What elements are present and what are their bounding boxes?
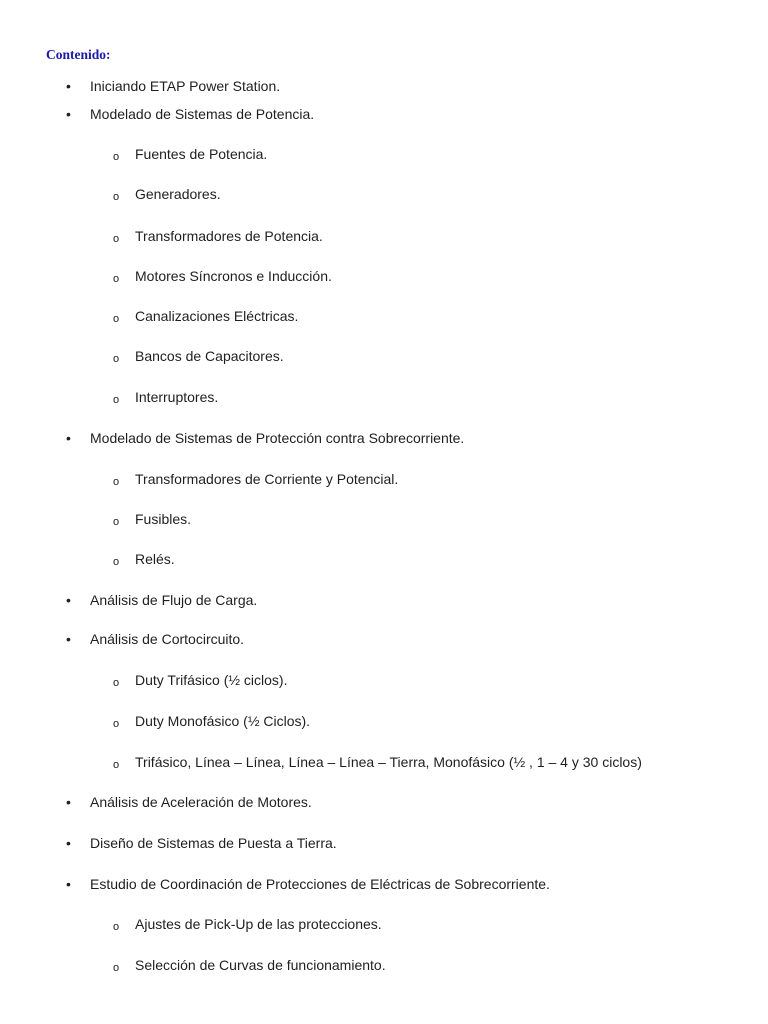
list-item-text: Generadores. (135, 186, 221, 202)
sub-list-item (113, 712, 310, 730)
sub-list-item (113, 550, 175, 568)
list-item (66, 630, 244, 648)
circle-bullet-icon (113, 230, 135, 248)
list-item (66, 105, 314, 123)
list-item (66, 77, 280, 95)
sub-list-item (113, 470, 398, 488)
circle-bullet-icon (113, 959, 135, 977)
circle-bullet-icon (113, 148, 135, 166)
sub-list-item (113, 267, 332, 285)
list-item-text: Duty Trifásico (½ ciclos). (135, 672, 288, 688)
sub-list-item (113, 753, 642, 771)
list-item-text: Motores Síncronos e Inducción. (135, 268, 332, 284)
circle-bullet-icon (113, 188, 135, 206)
circle-bullet-icon (113, 473, 135, 491)
list-item-text: Canalizaciones Eléctricas. (135, 308, 299, 324)
contents-heading: Contenido: (46, 47, 111, 62)
list-item-text: Análisis de Cortocircuito. (90, 631, 245, 647)
sub-list-item (113, 307, 298, 325)
circle-bullet-icon (113, 918, 135, 936)
list-item-text: Ajustes de Pick-Up de las protecciones. (135, 916, 382, 932)
circle-bullet-icon (113, 756, 135, 774)
sub-list-item (113, 671, 287, 689)
circle-bullet-icon (113, 350, 135, 368)
list-item (66, 591, 257, 609)
list-item-text: Relés. (135, 551, 175, 567)
list-item-text: Diseño de Sistemas de Puesta a Tierra. (90, 835, 337, 851)
list-item-text: Fusibles. (135, 511, 192, 527)
circle-bullet-icon (113, 270, 135, 288)
sub-list-item (113, 956, 386, 974)
list-item-text: Selección de Curvas de funcionamiento. (135, 957, 386, 973)
list-item-text: Modelado de Sistemas de Potencia. (90, 106, 315, 122)
sub-list-item (113, 347, 284, 365)
sub-list-item (113, 388, 218, 406)
list-item (66, 834, 337, 852)
bullet-icon (66, 429, 90, 447)
list-item-text: Duty Monofásico (½ Ciclos). (135, 713, 311, 729)
bullet-icon (66, 875, 90, 893)
list-item-text: Fuentes de Potencia. (135, 146, 268, 162)
list-item (66, 429, 464, 447)
list-item-text: Trifásico, Línea – Línea, Línea – Línea – Tierra, Monofásico (½ , 1 – 4 y 30 ciclos) (135, 754, 642, 770)
list-item (66, 875, 550, 893)
list-item (66, 793, 312, 811)
list-item-text: Interruptores. (135, 389, 219, 405)
list-item-text: Bancos de Capacitores. (135, 348, 284, 364)
list-item-text: Transformadores de Corriente y Potencial. (135, 471, 399, 487)
bullet-icon (66, 793, 90, 811)
circle-bullet-icon (113, 553, 135, 571)
circle-bullet-icon (113, 513, 135, 531)
sub-list-item (113, 185, 221, 203)
list-item-text: Modelado de Sistemas de Protección contra Sobrecorriente. (90, 430, 465, 446)
circle-bullet-icon (113, 310, 135, 328)
list-item-text: Transformadores de Potencia. (135, 228, 323, 244)
bullet-icon (66, 77, 90, 95)
circle-bullet-icon (113, 715, 135, 733)
circle-bullet-icon (113, 391, 135, 409)
sub-list-item (113, 145, 267, 163)
list-item-text: Análisis de Aceleración de Motores. (90, 794, 312, 810)
bullet-icon (66, 591, 90, 609)
sub-list-item (113, 915, 382, 933)
sub-list-item (113, 510, 191, 528)
bullet-icon (66, 834, 90, 852)
sub-list-item (113, 227, 323, 245)
circle-bullet-icon (113, 674, 135, 692)
list-item-text: Estudio de Coordinación de Protecciones de Eléctricas de Sobrecorriente. (90, 876, 550, 892)
bullet-icon (66, 105, 90, 123)
list-item-text: Iniciando ETAP Power Station. (90, 78, 281, 94)
list-item-text: Análisis de Flujo de Carga. (90, 592, 258, 608)
bullet-icon (66, 630, 90, 648)
